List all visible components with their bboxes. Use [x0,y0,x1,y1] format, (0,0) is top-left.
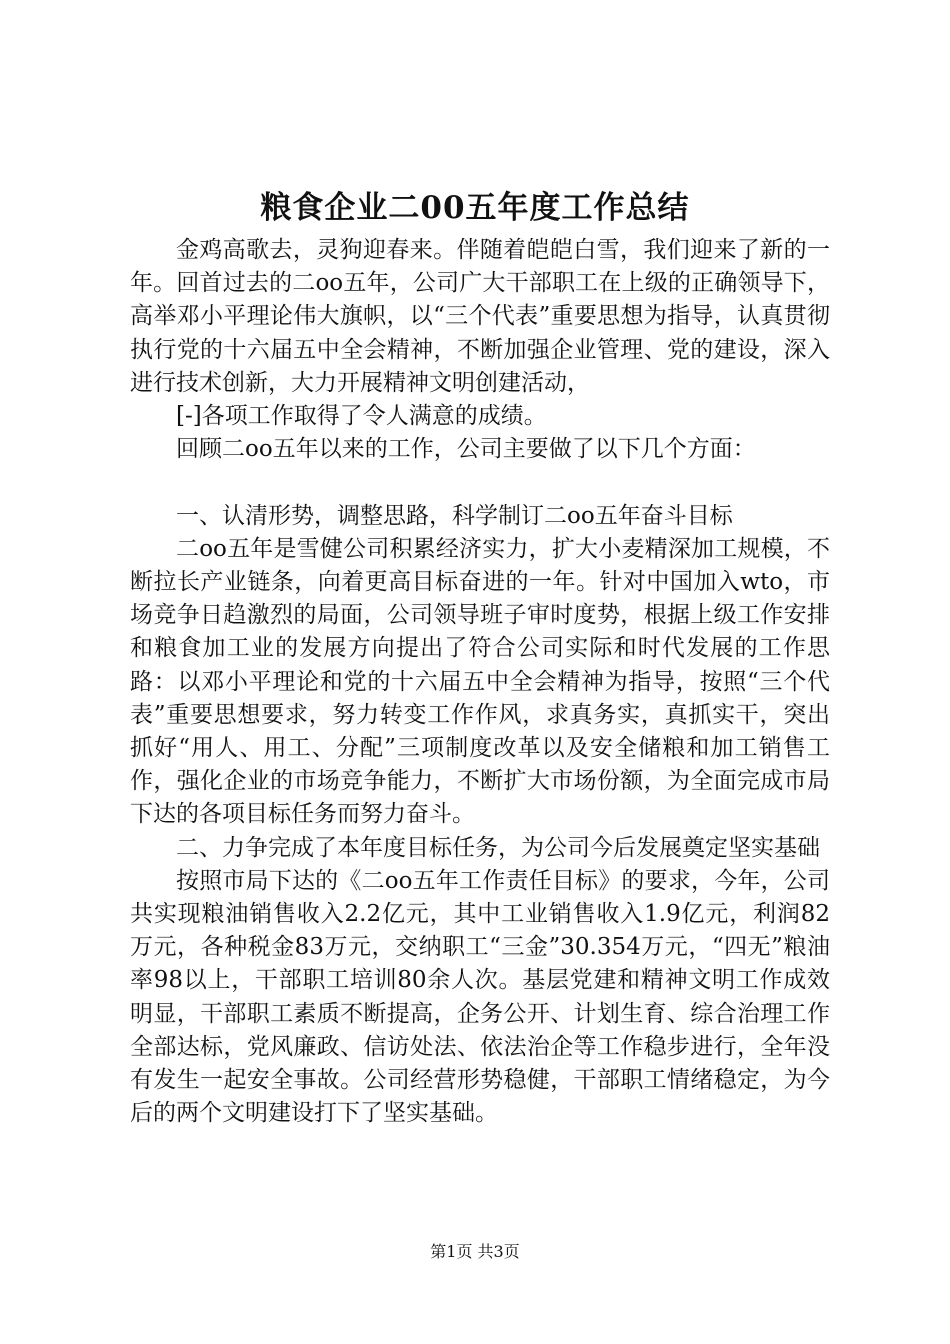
blank-line [130,466,830,499]
document-body [130,234,830,1130]
section-heading-2: 二、力争完成了本年度目标任务，为公司今后发展奠定坚实基础 [176,834,820,861]
paragraph-achievement: [-]各项工作取得了令人满意的成绩。 [176,403,547,430]
paragraph-section-1: 二oo五年是雪健公司积累经济实力，扩大小麦精深加工规模，不断拉长产业链条，向着更高目标奋进的一年。针对中国加入wto，市场竞争日趋激烈的局面，公司领导班子审时度势，根据上级工作安排和粮食加工业的发展方向提出了符合公司实际和时代发展的工作思路：以邓小平理论和党的十六届五中全会精神为指导，按照“三个代表”重要思想要求，努力转变工作作风，求真务实，真抓实干，突出抓好“用人、用工、分配”三项制度改革以及安全储粮和加工销售工作，强化企业的市场竞争能力，不断扩大市场份额，为全面完成市局下达的各项目标任务而努力奋斗。 [130,535,830,828]
paragraph-review-lead: 回顾二oo五年以来的工作，公司主要做了以下几个方面： [176,436,756,463]
document-title: 粮食企业二00五年度工作总结 [260,190,690,226]
section-heading-1: 一、认清形势，调整思路，科学制订二oo五年奋斗目标 [176,502,733,529]
paragraph-section-2: 按照市局下达的《二oo五年工作责任目标》的要求，今年，公司共实现粮油销售收入2.2亿元，其中工业销售收入1.9亿元，利润82万元，各种税金83万元，交纳职工“三金”30.354万元，“四无”粮油率98以上，干部职工培训80余人次。基层党建和精神文明工作成效明显，干部职工素质不断提高，企务公开、计划生育、综合治理工作全部达标，党风廉政、信访处法、依法治企等工作稳步进行，全年没有发生一起安全事故。公司经营形势稳健，干部职工情绪稳定，为今后的两个文明建设打下了坚实基础。 [130,867,830,1127]
page-footer: 第1页 共3页 [430,1242,520,1261]
paragraph-intro: 金鸡高歌去，灵狗迎春来。伴随着皑皑白雪，我们迎来了新的一年。回首过去的二oo五年，公司广大干部职工在上级的正确领导下，高举邓小平理论伟大旗帜，以“三个代表”重要思想为指导，认真贯彻执行党的十六届五中全会精神，不断加强企业管理、党的建设，深入进行技术创新，大力开展精神文明创建活动， [130,237,830,396]
